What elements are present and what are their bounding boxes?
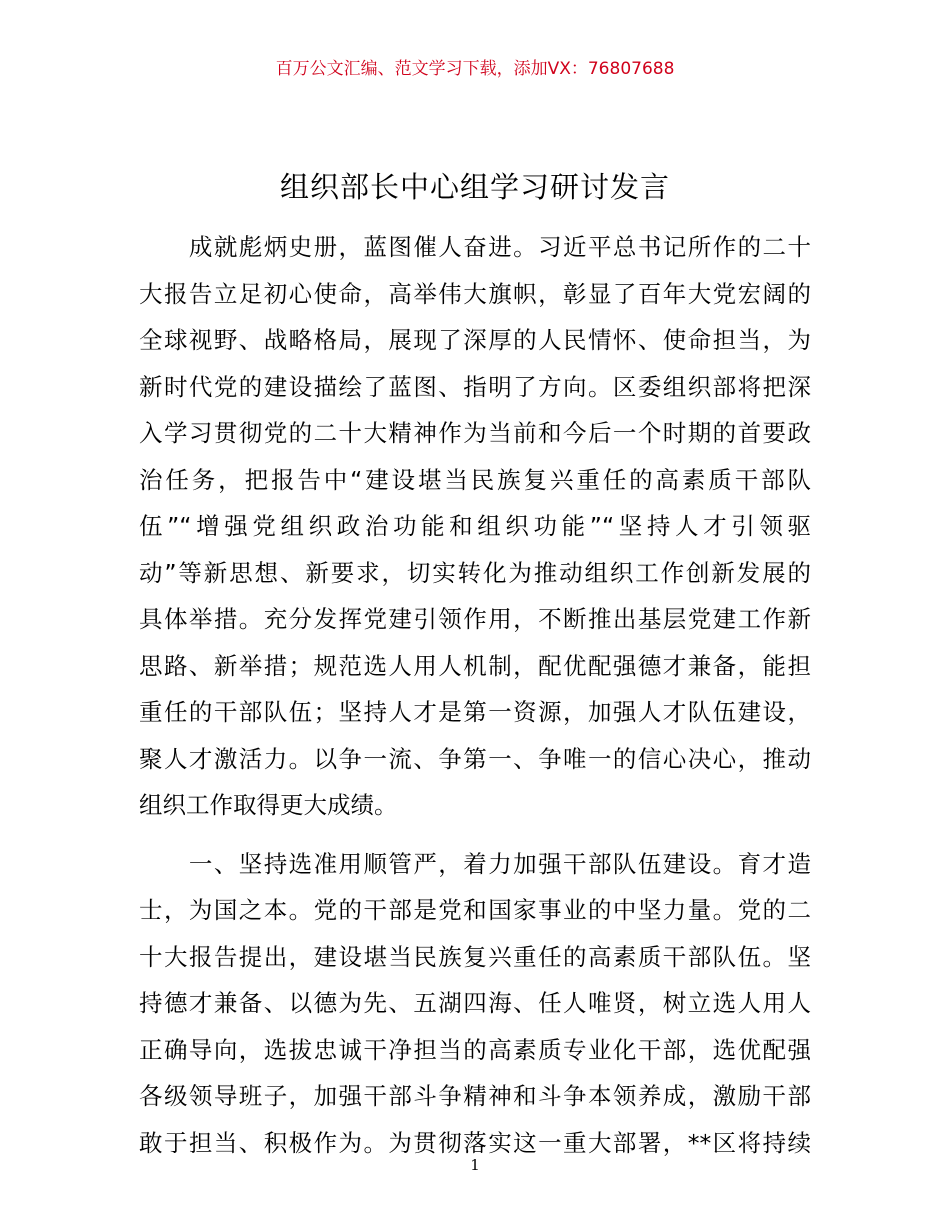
paragraph-section-one [139,841,811,1167]
text-line: 各级领导班子，加强干部斗争精神和斗争本领养成，激励干部 [139,1082,811,1110]
paragraph-spacer [139,829,811,841]
text-line: 成就彪炳史册，蓝图催人奋进。习近平总书记所作的二十 [139,233,811,261]
text-line: 一、坚持选准用顺管严，着力加强干部队伍建设。育才造 [139,849,811,878]
text-line: 敢于担当、积极作为。为贯彻落实这一重大部署，**区将持续 [139,1128,811,1157]
watermark-header: 百万公文汇编、范文学习下载，添加VX：76807688 [275,59,675,79]
text-line: 治任务，把报告中“建设堪当民族复兴重任的高素质干部队 [139,465,811,494]
text-line: 组织工作取得更大成绩。 [139,791,398,819]
text-line: 十大报告提出，建设堪当民族复兴重任的高素质干部队伍。坚 [139,942,811,971]
text-line: 大报告立足初心使命，高举伟大旗帜，彰显了百年大党宏阔的 [139,279,811,308]
text-line: 伍”“增强党组织政治功能和组织功能”“坚持人才引领驱 [139,512,811,540]
text-line: 士，为国之本。党的干部是党和国家事业的中坚力量。党的二 [139,896,811,924]
text-line: 全球视野、战略格局，展现了深厚的人民情怀、使命担当，为 [139,326,811,354]
document-title: 组织部长中心组学习研讨发言 [279,170,670,204]
text-line: 新时代党的建设描绘了蓝图、指明了方向。区委组织部将把深 [139,372,811,401]
text-line: 入学习贯彻党的二十大精神作为当前和今后一个时期的首要政 [139,419,811,447]
text-line: 正确导向，选拔忠诚干净担当的高素质专业化干部，选优配强 [139,1035,811,1064]
text-line: 动”等新思想、新要求，切实转化为推动组织工作创新发展的 [139,558,811,587]
page-number: 1 [470,1156,480,1174]
paragraph-intro [139,224,811,829]
text-line: 思路、新举措；规范选人用人机制，配优配强德才兼备，能担 [139,651,811,680]
text-line: 聚人才激活力。以争一流、争第一、争唯一的信心决心，推动 [139,744,811,773]
document-body [139,224,811,1166]
text-line: 重任的干部队伍；坚持人才是第一资源，加强人才队伍建设， [139,698,811,726]
text-line: 持德才兼备、以德为先、五湖四海、任人唯贤，树立选人用人 [139,989,811,1017]
text-line: 具体举措。充分发挥党建引领作用，不断推出基层党建工作新 [139,605,811,633]
